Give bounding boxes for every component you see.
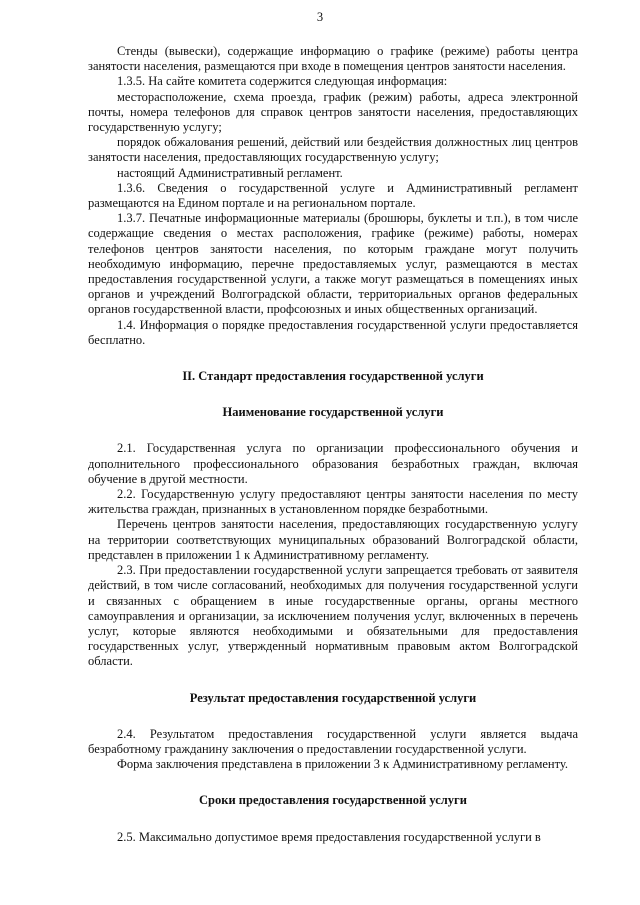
paragraph-1-3-5: 1.3.5. На сайте комитета содержится следующая информация: [117, 74, 448, 89]
subheading-service-result: Результат предоставления государственной услуги [189, 690, 477, 705]
paragraph-appeal-order: порядок обжалования решений, действий или бездействия должностных лиц центров занятости населения, предоставляющих государственную услугу; [88, 135, 578, 165]
subheading-service-name: Наименование государственной услуги [222, 405, 444, 420]
paragraph-stands: Стенды (вывески), содержащие информацию о графике (режиме) работы центра занятости населения, размещаются при входе в помещения центров занятости населения. [88, 44, 578, 74]
page-number: 3 [316, 10, 324, 24]
document-body [88, 44, 578, 845]
paragraph-regulation: настоящий Административный регламент. [117, 165, 343, 180]
paragraph-2-1: 2.1. Государственная услуга по организации профессионального обучения и дополнительного профессионального образования безработных граждан, включая обучение в другой местности. [88, 441, 578, 486]
paragraph-1-3-6: 1.3.6. Сведения о государственной услуге и Административный регламент размещаются на Едином портале и на региональном портале. [88, 180, 578, 211]
section-heading-standard: II. Стандарт предоставления государственной услуги [182, 369, 484, 384]
paragraph-location: месторасположение, схема проезда, график (режим) работы, адреса электронной почты, номера телефонов для справок центров занятости населения, предоставляющих государственную услугу; [88, 89, 578, 135]
paragraph-1-4: 1.4. Информация о порядке предоставления государственной услуги предоставляется бесплатно. [88, 317, 578, 347]
paragraph-1-3-7: 1.3.7. Печатные информационные материалы (брошюры, буклеты и т.п.), в том числе содержащие сведения о местах расположения, графике (режиме) работы, номерах телефонов центров занятости населения, по которым граждане могут получить необходимую информацию, перечне предоставляемых услуг, размещаются в местах предоставления государственной услуги, а также могут размещаться в помещениях иных органов и учреждений Волгоградской области, территориальных органов федеральных органов государственной власти, профсоюзных и иных общественных организаций. [88, 211, 578, 317]
paragraph-2-3: 2.3. При предоставлении государственной услуги запрещается требовать от заявителя действий, в том числе согласований, необходимых для получения государственной услуги и связанных с обращением в иные государственные органы, органы местного самоуправления и организации, за исключением получения услуг, включенных в перечень услуг, которые являются необходимыми и обязательными для предоставления государственных услуг, утвержденный нормативным правовым актом Волгоградской области. [88, 563, 578, 669]
paragraph-2-4: 2.4. Результатом предоставления государственной услуги является выдача безработному гражданину заключения о предоставлении государственной услуги. [88, 726, 578, 756]
paragraph-form: Форма заключения представлена в приложении 3 к Административному регламенту. [117, 757, 569, 772]
subheading-service-terms: Сроки предоставления государственной услуги [199, 793, 467, 808]
paragraph-2-2: 2.2. Государственную услугу предоставляют центры занятости населения по месту жительства граждан, признанных в установленном порядке безработными. [88, 487, 578, 517]
paragraph-centers-list: Перечень центров занятости населения, предоставляющих государственную услугу на территории соответствующих муниципальных образований Волгоградской области, представлен в приложении 1 к Административному регламенту. [88, 517, 578, 562]
paragraph-2-5: 2.5. Максимально допустимое время предоставления государственной услуги в [117, 829, 541, 844]
